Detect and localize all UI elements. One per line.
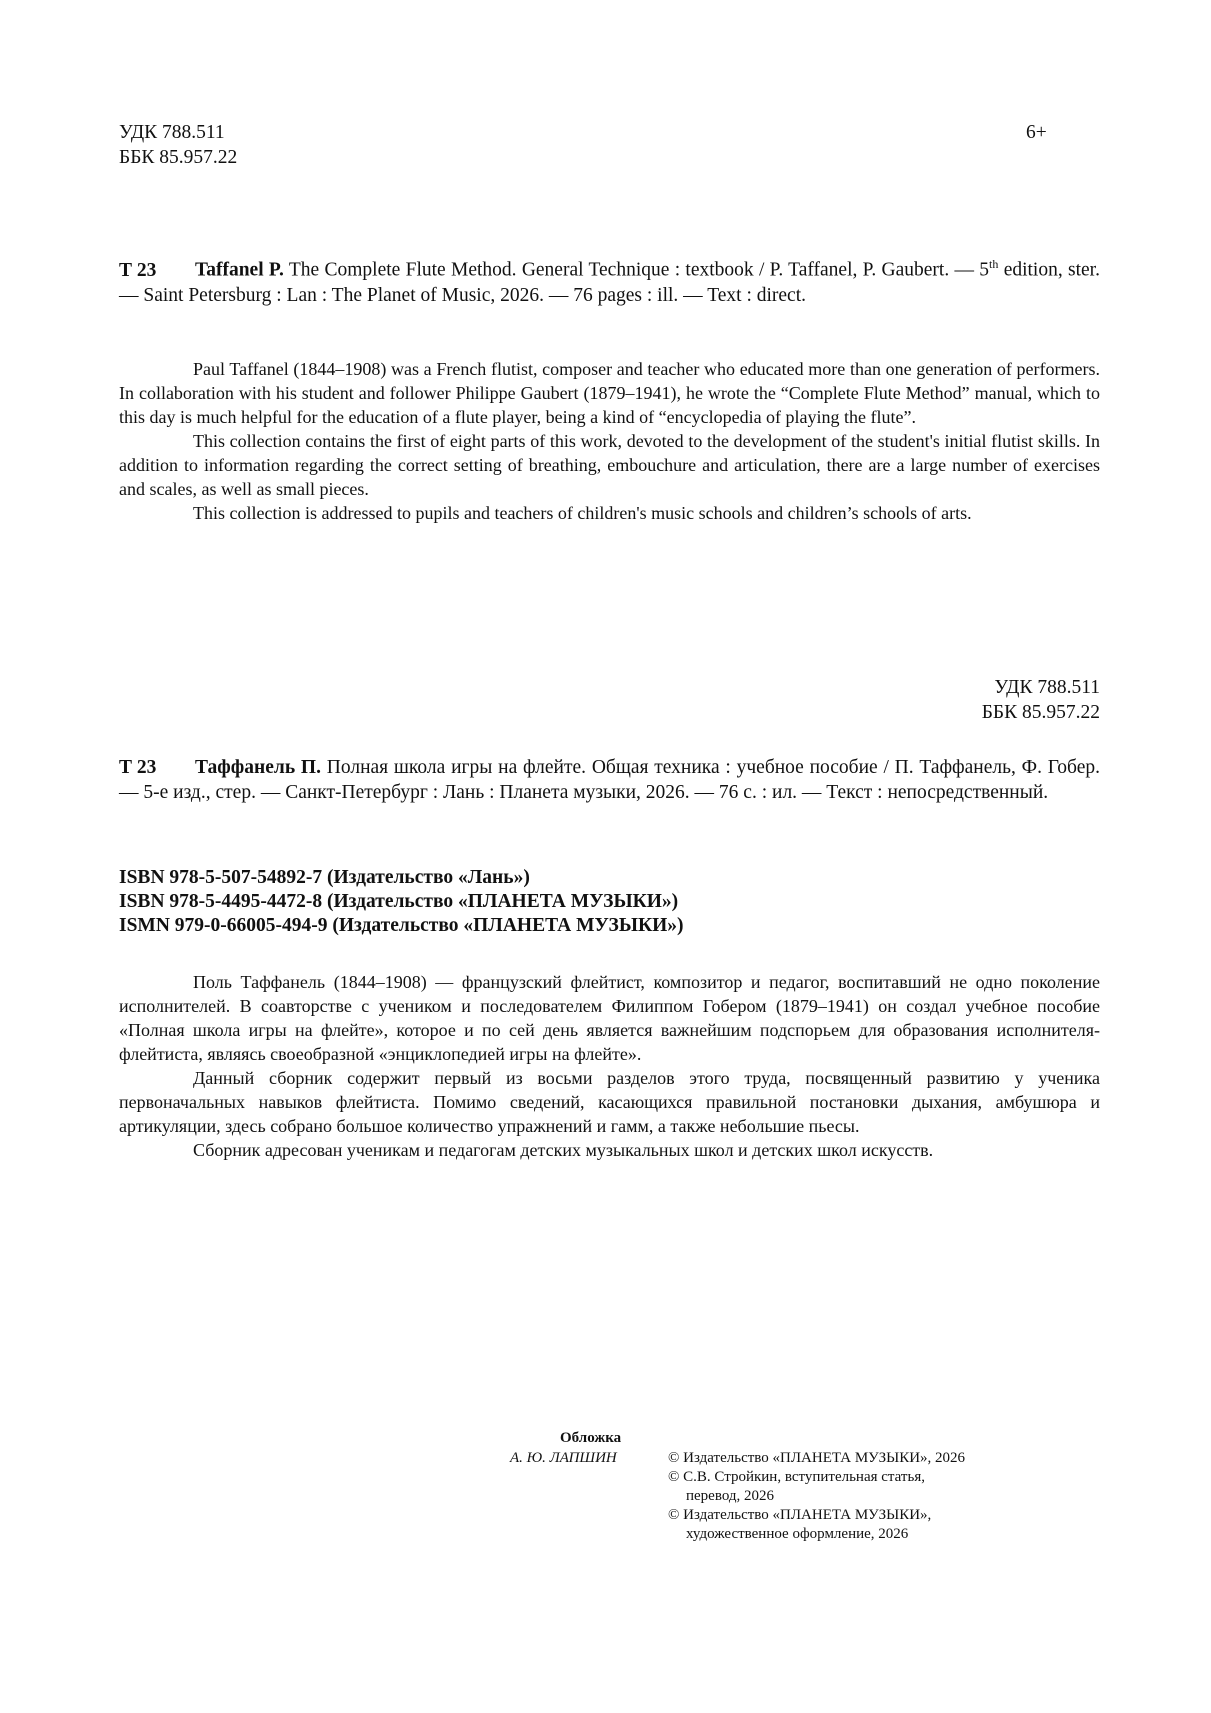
abstract-paragraph: Paul Taffanel (1844–1908) was a French flutist, composer and teacher who educated more than one generation of performers. In collaboration with his student and follower Philippe Gaubert (1879–1941), he wrote the “Complete Flute Method” manual, which to this day is much helpful for the education of a flute player, being a kind of “encyclopedia of playing the flute”. [119,359,1100,427]
copyright-line: перевод, 2026 [686,1488,775,1504]
cover-label: Обложка [560,1430,622,1446]
english-abstract [119,357,1100,525]
citation-code: Т 23 [119,757,157,778]
citation-author: Taffanel P. [195,259,284,281]
russian-classification [800,675,1100,725]
abstract-paragraph: This collection contains the first of eight parts of this work, devoted to the development of the student's initial flutist skills. In addition to information regarding the correct setting of breathing, embouchure and articulation, there are a large number of exercises and scales, as well as small pieces. [119,431,1100,499]
citation-superscript: th [989,257,999,271]
citation-text: Полная школа игры на флейте. Общая техника : учебное пособие / П. Таффанель, Ф. Гобер. — 5-е изд., стер. — Санкт-Петербург : Лань : Планета музыки, 2026. — 76 с. : ил. — Текст : непосредственный. [119,757,1100,803]
abstract-paragraph: Сборник адресован ученикам и педагогам детских музыкальных школ и детских школ искусств. [193,1140,934,1160]
russian-abstract [119,970,1100,1162]
abstract-paragraph: Данный сборник содержит первый из восьми разделов этого труда, посвященный развитию у ученика первоначальных навыков флейтиста. Помимо сведений, касающихся правильной постановки дыхания, амбушюра и артикуляции, здесь собрано большое количество упражнений и гамм, а также небольшие пьесы. [119,1068,1100,1136]
age-rating: 6+ [1026,122,1047,143]
isbn-line: ISBN 978-5-4495-4472-8 (Издательство «ПЛАНЕТА МУЗЫКИ») [119,891,679,912]
isbn-line: ISMN 979-0-66005-494-9 (Издательство «ПЛАНЕТА МУЗЫКИ») [119,915,684,936]
bbk-code: ББК 85.957.22 [119,147,238,168]
isbn-block [119,866,1100,938]
top-classification [119,120,237,170]
citation-text-a: The Complete Flute Method. General Technique : textbook / P. Taffanel, P. Gaubert. — 5 [283,259,990,281]
cover-artist: А. Ю. ЛАПШИН [510,1450,617,1466]
citation-author: Таффанель П. [195,757,321,778]
copyright-line: художественное оформление, 2026 [686,1526,909,1542]
abstract-paragraph: Поль Таффанель (1844–1908) — французский флейтист, композитор и педагог, воспитавший не одно поколение исполнителей. В соавторстве с учеником и последователем Филиппом Гобером (1879–1941) он создал учебное пособие «Полная школа игры на флейте», которое и по сей день является важнейшим подспорьем для образования исполнителя-флейтиста, являясь своеобразной «энциклопедией игры на флейте». [119,972,1100,1064]
copyright-line: © С.В. Стройкин, вступительная статья, [668,1469,925,1485]
russian-citation [119,755,1100,805]
citation-code: Т 23 [119,259,157,281]
copyright-line: © Издательство «ПЛАНЕТА МУЗЫКИ», [668,1507,932,1523]
copyright-line: © Издательство «ПЛАНЕТА МУЗЫКИ», 2026 [668,1450,966,1466]
udk-code: УДК 788.511 [994,677,1100,698]
citation-text-b: edition, ster. — Saint Petersburg : Lan : The Planet of Music, 2026. — 76 pages : ill. — Text : direct. [119,259,1100,306]
abstract-paragraph: This collection is addressed to pupils and teachers of children's music schools and children’s schools of arts. [193,503,972,523]
copyright-block [668,1449,965,1544]
udk-code: УДК 788.511 [119,122,225,143]
bbk-code: ББК 85.957.22 [981,702,1100,723]
english-citation [119,252,1100,308]
isbn-line: ISBN 978-5-507-54892-7 (Издательство «Лань») [119,867,530,888]
